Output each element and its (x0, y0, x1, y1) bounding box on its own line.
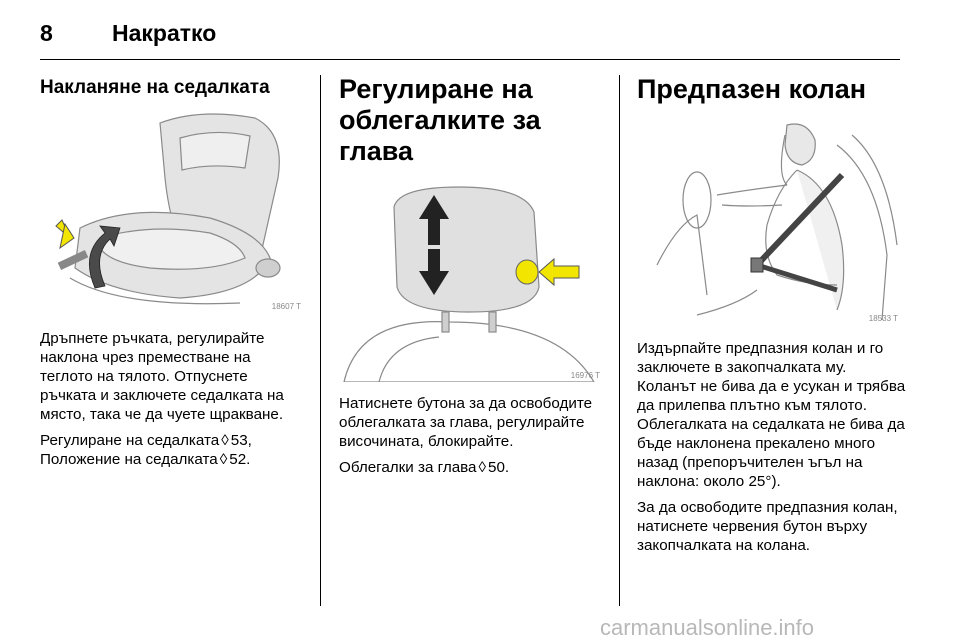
figure-id: 16976 T (570, 371, 600, 380)
page-title: Накратко (112, 20, 217, 46)
reference-page: 50. (488, 459, 510, 476)
seat-recline-illustration (40, 108, 305, 313)
paragraph: Издърпайте предпазния колан и го заключете в закопчалката му. Коланът не бива да е усукан и трябва да прилепва плътно към тялото. Облегалката на седалката не бива да бъде наклонена прекалено много назад (препоръчителен ъгъл на наклона: около 25°). (637, 340, 906, 490)
section-seat-belt (637, 74, 907, 562)
section-title: Предпазен колан (637, 74, 867, 104)
section-title: Накланяне на седалката (40, 77, 270, 98)
reference-text: Облегалки за глава (339, 459, 477, 476)
reference-arrow-icon: ◊ (478, 459, 487, 476)
page-header (40, 14, 920, 54)
reference-paragraph (40, 431, 305, 469)
driver-drawing (637, 115, 902, 325)
column-divider (619, 75, 620, 606)
header-rule (40, 59, 900, 60)
reference-text: Регулиране на седалката (40, 432, 220, 449)
reference-arrow-icon: ◊ (221, 432, 229, 449)
release-button-icon (516, 260, 538, 284)
paragraph: За да освободите предпазния колан, натиснете червения бутон върху закопчалката на колана. (637, 499, 898, 554)
section-headrest (339, 74, 604, 484)
headrest-illustration (339, 177, 604, 382)
paragraph: Натиснете бутона за да освободите облегалката за глава, регулирайте височината, блокирайте. (339, 395, 593, 450)
section-body (40, 329, 305, 469)
reference-text: Положение на седалката (40, 451, 218, 468)
page-number: 8 (40, 20, 53, 46)
seat-belt-illustration (637, 115, 902, 325)
column-divider (320, 75, 321, 606)
reference-arrow-icon: ◊ (219, 451, 228, 468)
section-body (637, 339, 907, 555)
reference-page: 53, (230, 432, 252, 449)
paragraph: Дръпнете ръчката, регулирайте наклона чрез преместване на теглото на тялото. Отпуснете ръчката и заключете седалката на място, така че да чуете щракване. (40, 330, 284, 423)
reference-page: 52. (229, 451, 251, 468)
seat-drawing (40, 108, 305, 313)
section-seat-recline (40, 74, 305, 476)
section-body (339, 394, 604, 477)
watermark: carmanualsonline.info (600, 615, 815, 640)
pointer-arrow-icon (539, 259, 579, 285)
reference-paragraph (339, 458, 604, 477)
figure-id: 18533 T (868, 314, 898, 323)
headrest-drawing (339, 177, 604, 382)
section-title: Регулиране на облегалките за глава (339, 74, 541, 166)
figure-id: 18607 T (271, 302, 301, 311)
